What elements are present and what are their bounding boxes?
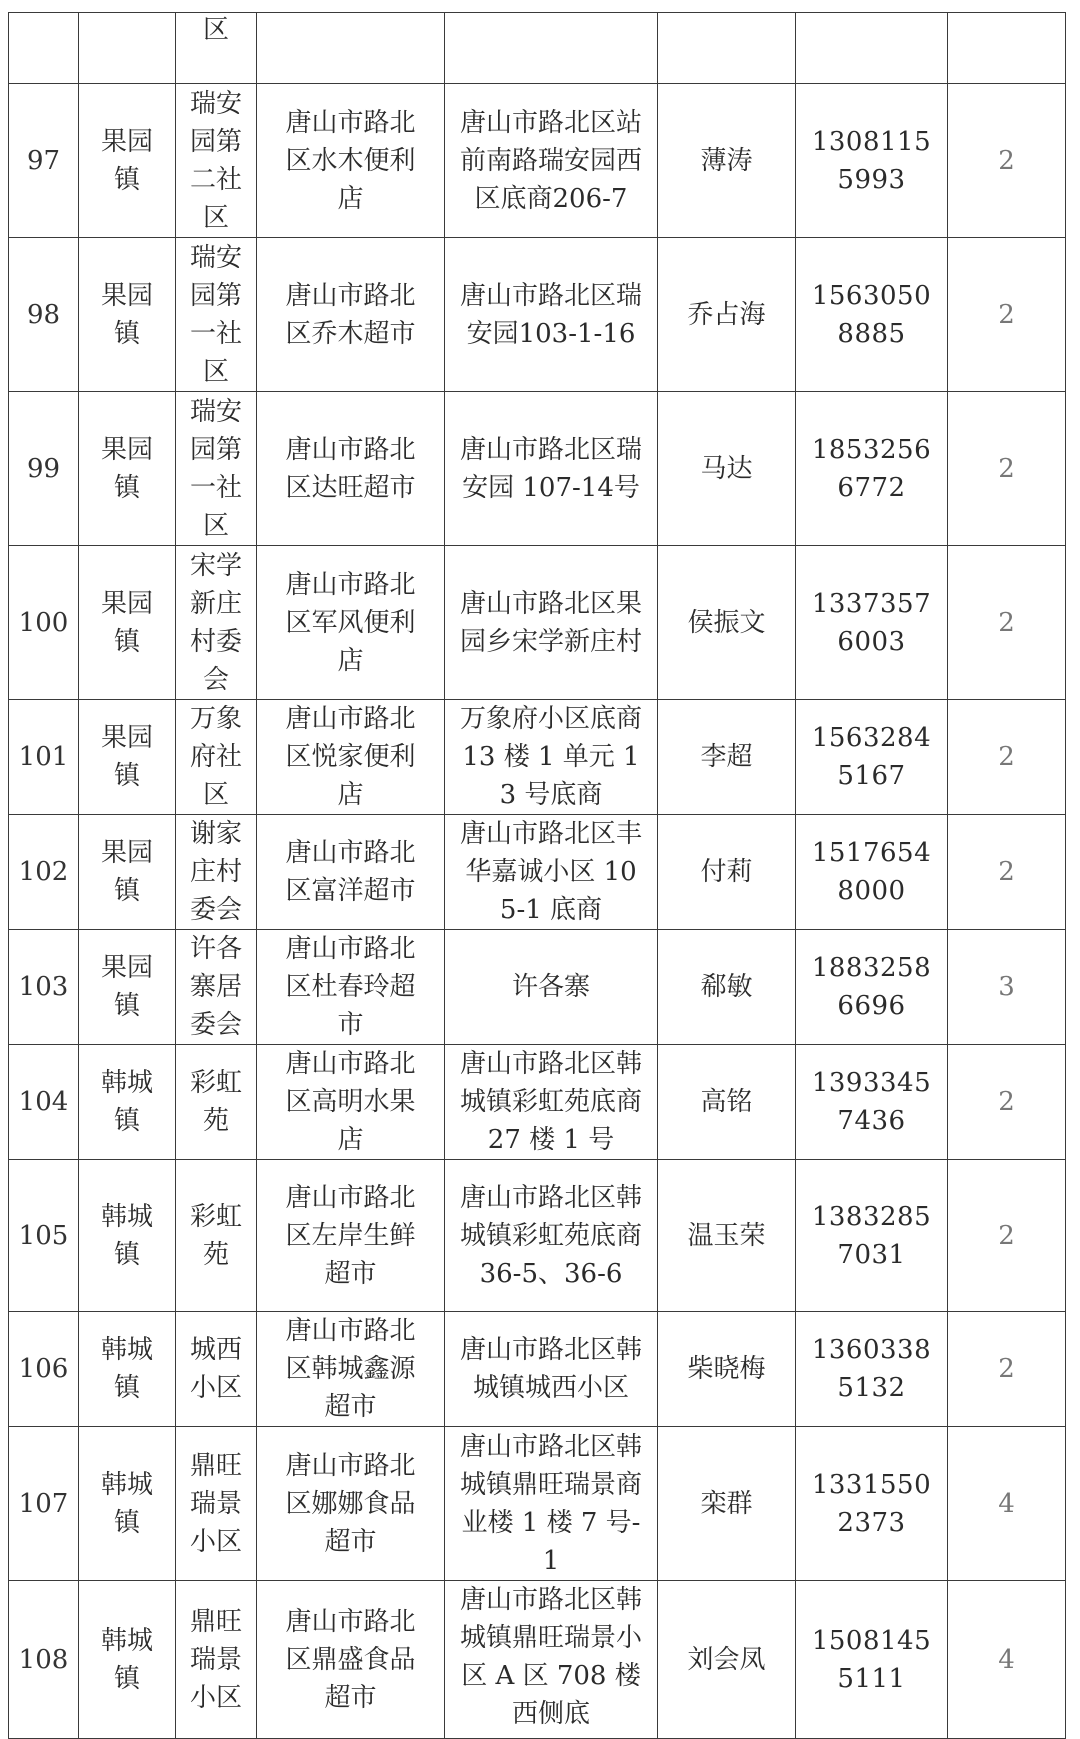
phone-text: 18532566772 bbox=[811, 434, 932, 503]
town-cell bbox=[79, 546, 176, 700]
town-cell bbox=[79, 1581, 176, 1739]
community-cell bbox=[176, 815, 257, 930]
phone-cell bbox=[796, 930, 948, 1045]
contact-cell bbox=[658, 546, 796, 700]
address-cell bbox=[445, 815, 658, 930]
address-cell bbox=[445, 1427, 658, 1581]
no-cell bbox=[9, 1581, 79, 1739]
phone-text: 13933457436 bbox=[811, 1068, 932, 1136]
count-text: 2 bbox=[998, 742, 1015, 772]
table-row bbox=[9, 1581, 1066, 1739]
address-text: 唐山市路北区瑞安园103-1-16 bbox=[460, 280, 643, 349]
community-text: 城西小区 bbox=[189, 1335, 242, 1403]
no-text: 105 bbox=[18, 1220, 69, 1251]
table-row bbox=[9, 392, 1066, 546]
count-cell bbox=[948, 1427, 1066, 1581]
community-text: 鼎旺瑞景小区 bbox=[189, 1450, 242, 1557]
address-cell bbox=[445, 700, 658, 815]
no-text: 106 bbox=[18, 1354, 69, 1384]
address-cell bbox=[445, 84, 658, 238]
town-text: 韩城镇 bbox=[100, 1201, 153, 1270]
community-cell bbox=[176, 392, 257, 546]
town-text: 果园镇 bbox=[100, 434, 153, 503]
count-text: 2 bbox=[998, 145, 1015, 176]
table-row bbox=[9, 700, 1066, 815]
address-cell bbox=[445, 930, 658, 1045]
count-text: 2 bbox=[998, 1354, 1015, 1384]
no-cell bbox=[9, 238, 79, 392]
no-cell bbox=[9, 84, 79, 238]
address-text: 万象府小区底商 13 楼 1 单元 13 号底商 bbox=[460, 704, 643, 810]
table-row bbox=[9, 1427, 1066, 1581]
count-cell bbox=[948, 1160, 1066, 1312]
no-cell bbox=[9, 546, 79, 700]
count-cell bbox=[948, 700, 1066, 815]
no-text: 108 bbox=[18, 1644, 69, 1675]
store-text: 唐山市路北区高明水果店 bbox=[285, 1049, 416, 1155]
phone-cell bbox=[796, 1312, 948, 1427]
town-cell bbox=[79, 392, 176, 546]
town-cell bbox=[79, 1312, 176, 1427]
store-table bbox=[8, 12, 1066, 1739]
town-cell bbox=[79, 815, 176, 930]
phone-cell bbox=[796, 815, 948, 930]
address-text: 唐山市路北区果园乡宋学新庄村 bbox=[460, 588, 643, 657]
address-text: 唐山市路北区丰华嘉诚小区 105-1 底商 bbox=[460, 819, 643, 925]
store-text: 唐山市路北区韩城鑫源超市 bbox=[285, 1316, 416, 1422]
store-text: 唐山市路北区左岸生鲜超市 bbox=[285, 1182, 416, 1289]
phone-text: 13373576003 bbox=[811, 588, 932, 657]
no-cell bbox=[9, 700, 79, 815]
contact-text: 高铭 bbox=[700, 1087, 753, 1117]
store-cell bbox=[257, 13, 445, 84]
contact-text: 李超 bbox=[700, 742, 753, 772]
town-cell bbox=[79, 700, 176, 815]
store-cell bbox=[257, 84, 445, 238]
phone-text: 13081155993 bbox=[811, 126, 932, 195]
phone-text: 15630508885 bbox=[811, 280, 932, 349]
community-cell bbox=[176, 546, 257, 700]
phone-cell bbox=[796, 700, 948, 815]
community-cell bbox=[176, 238, 257, 392]
table-row bbox=[9, 815, 1066, 930]
community-text: 瑞安园第二社区 bbox=[189, 88, 242, 233]
community-cell bbox=[176, 84, 257, 238]
community-cell bbox=[176, 1427, 257, 1581]
town-text: 果园镇 bbox=[100, 588, 153, 657]
community-cell bbox=[176, 1160, 257, 1312]
town-cell bbox=[79, 13, 176, 84]
table-row bbox=[9, 1312, 1066, 1427]
community-cell bbox=[176, 700, 257, 815]
phone-text: 18832586696 bbox=[811, 953, 932, 1021]
community-text: 鼎旺瑞景小区 bbox=[189, 1606, 242, 1713]
contact-cell bbox=[658, 815, 796, 930]
store-text: 唐山市路北区水木便利店 bbox=[285, 107, 416, 214]
contact-cell bbox=[658, 1312, 796, 1427]
address-cell bbox=[445, 546, 658, 700]
address-text: 唐山市路北区韩城镇鼎旺瑞景小区 A 区 708 楼西侧底 bbox=[460, 1585, 643, 1729]
address-text: 唐山市路北区韩城镇彩虹苑底商 36-5、36-6 bbox=[460, 1182, 643, 1289]
phone-text: 15632845167 bbox=[811, 723, 932, 791]
town-cell bbox=[79, 238, 176, 392]
contact-cell bbox=[658, 1581, 796, 1739]
count-text: 2 bbox=[998, 1087, 1015, 1117]
table-row bbox=[9, 930, 1066, 1045]
no-text: 102 bbox=[18, 857, 69, 887]
community-text: 许各寨居委会 bbox=[189, 934, 242, 1040]
community-text: 区 bbox=[202, 15, 229, 45]
address-text: 唐山市路北区韩城镇彩虹苑底商 27 楼 1 号 bbox=[460, 1049, 643, 1155]
contact-cell bbox=[658, 13, 796, 84]
store-cell bbox=[257, 815, 445, 930]
table-row bbox=[9, 1160, 1066, 1312]
address-text: 唐山市路北区韩城镇城西小区 bbox=[460, 1335, 643, 1403]
town-text: 韩城镇 bbox=[100, 1625, 153, 1694]
store-text: 唐山市路北区达旺超市 bbox=[285, 434, 416, 503]
store-cell bbox=[257, 700, 445, 815]
no-cell bbox=[9, 1160, 79, 1312]
phone-cell bbox=[796, 1160, 948, 1312]
town-cell bbox=[79, 1427, 176, 1581]
contact-text: 刘会凤 bbox=[687, 1644, 766, 1675]
contact-cell bbox=[658, 930, 796, 1045]
phone-text: 13603385132 bbox=[811, 1335, 932, 1403]
address-text: 唐山市路北区韩城镇鼎旺瑞景商业楼 1 楼 7 号-1 bbox=[460, 1431, 643, 1576]
no-cell bbox=[9, 1427, 79, 1581]
contact-cell bbox=[658, 1160, 796, 1312]
store-cell bbox=[257, 1160, 445, 1312]
count-text: 2 bbox=[998, 299, 1015, 330]
table-row bbox=[9, 238, 1066, 392]
community-cell bbox=[176, 930, 257, 1045]
contact-cell bbox=[658, 84, 796, 238]
store-cell bbox=[257, 1045, 445, 1160]
town-text: 果园镇 bbox=[100, 838, 153, 906]
phone-text: 15176548000 bbox=[811, 838, 932, 906]
contact-text: 栾群 bbox=[700, 1488, 753, 1519]
community-text: 万象府社区 bbox=[189, 704, 242, 810]
count-text: 2 bbox=[998, 857, 1015, 887]
address-cell bbox=[445, 13, 658, 84]
no-text: 107 bbox=[18, 1488, 69, 1519]
contact-text: 侯振文 bbox=[687, 607, 766, 638]
town-text: 果园镇 bbox=[100, 280, 153, 349]
community-cell bbox=[176, 1581, 257, 1739]
count-cell bbox=[948, 815, 1066, 930]
town-cell bbox=[79, 1160, 176, 1312]
no-text: 101 bbox=[18, 742, 69, 772]
community-text: 谢家庄村委会 bbox=[189, 819, 242, 925]
count-cell bbox=[948, 13, 1066, 84]
contact-text: 薄涛 bbox=[700, 145, 753, 176]
contact-text: 柴晓梅 bbox=[687, 1354, 766, 1384]
store-cell bbox=[257, 238, 445, 392]
contact-cell bbox=[658, 392, 796, 546]
store-cell bbox=[257, 1581, 445, 1739]
table-row-fragment bbox=[9, 13, 1066, 84]
no-cell bbox=[9, 1312, 79, 1427]
phone-cell bbox=[796, 238, 948, 392]
no-cell bbox=[9, 815, 79, 930]
store-text: 唐山市路北区杜春玲超市 bbox=[285, 934, 416, 1040]
address-cell bbox=[445, 1160, 658, 1312]
phone-cell bbox=[796, 392, 948, 546]
address-cell bbox=[445, 1045, 658, 1160]
contact-cell bbox=[658, 238, 796, 392]
store-text: 唐山市路北区悦家便利店 bbox=[285, 704, 416, 810]
phone-cell bbox=[796, 1581, 948, 1739]
phone-text: 13315502373 bbox=[811, 1469, 932, 1538]
town-text: 果园镇 bbox=[100, 126, 153, 195]
table-row bbox=[9, 1045, 1066, 1160]
phone-text: 13832857031 bbox=[811, 1201, 932, 1270]
town-cell bbox=[79, 84, 176, 238]
no-text: 103 bbox=[18, 972, 69, 1002]
store-text: 唐山市路北区鼎盛食品超市 bbox=[285, 1606, 416, 1713]
no-cell bbox=[9, 1045, 79, 1160]
town-text: 果园镇 bbox=[100, 723, 153, 791]
contact-text: 马达 bbox=[700, 453, 753, 484]
store-text: 唐山市路北区乔木超市 bbox=[285, 280, 416, 349]
community-cell bbox=[176, 13, 257, 84]
phone-cell bbox=[796, 13, 948, 84]
town-text: 韩城镇 bbox=[100, 1469, 153, 1538]
table-row bbox=[9, 546, 1066, 700]
community-cell bbox=[176, 1312, 257, 1427]
address-cell bbox=[445, 392, 658, 546]
phone-cell bbox=[796, 1045, 948, 1160]
contact-text: 付莉 bbox=[700, 857, 753, 887]
community-text: 瑞安园第一社区 bbox=[189, 396, 242, 541]
address-text: 许各寨 bbox=[511, 972, 590, 1002]
contact-cell bbox=[658, 1427, 796, 1581]
contact-cell bbox=[658, 1045, 796, 1160]
town-cell bbox=[79, 1045, 176, 1160]
contact-cell bbox=[658, 700, 796, 815]
address-cell bbox=[445, 1581, 658, 1739]
store-cell bbox=[257, 392, 445, 546]
store-text: 唐山市路北区军风便利店 bbox=[285, 569, 416, 676]
address-cell bbox=[445, 238, 658, 392]
count-cell bbox=[948, 84, 1066, 238]
no-text: 104 bbox=[18, 1087, 69, 1117]
count-cell bbox=[948, 930, 1066, 1045]
address-cell bbox=[445, 1312, 658, 1427]
count-cell bbox=[948, 392, 1066, 546]
count-text: 2 bbox=[998, 1220, 1015, 1251]
count-cell bbox=[948, 1045, 1066, 1160]
town-cell bbox=[79, 930, 176, 1045]
no-text: 99 bbox=[26, 453, 61, 484]
community-text: 瑞安园第一社区 bbox=[189, 242, 242, 387]
store-text: 唐山市路北区娜娜食品超市 bbox=[285, 1450, 416, 1557]
count-cell bbox=[948, 238, 1066, 392]
phone-cell bbox=[796, 1427, 948, 1581]
contact-text: 温玉荣 bbox=[687, 1220, 766, 1251]
store-cell bbox=[257, 930, 445, 1045]
count-text: 2 bbox=[998, 607, 1015, 638]
count-text: 4 bbox=[998, 1644, 1015, 1675]
table-row bbox=[9, 84, 1066, 238]
no-cell bbox=[9, 392, 79, 546]
phone-cell bbox=[796, 84, 948, 238]
community-cell bbox=[176, 1045, 257, 1160]
count-text: 3 bbox=[998, 972, 1015, 1002]
store-cell bbox=[257, 1312, 445, 1427]
no-cell bbox=[9, 930, 79, 1045]
town-text: 果园镇 bbox=[100, 953, 153, 1021]
store-cell bbox=[257, 546, 445, 700]
community-text: 彩虹苑 bbox=[189, 1068, 242, 1136]
count-text: 4 bbox=[998, 1488, 1015, 1519]
town-text: 韩城镇 bbox=[100, 1068, 153, 1136]
contact-text: 郗敏 bbox=[700, 972, 753, 1002]
no-text: 97 bbox=[26, 145, 61, 176]
count-cell bbox=[948, 546, 1066, 700]
phone-cell bbox=[796, 546, 948, 700]
no-text: 100 bbox=[18, 607, 69, 638]
town-text: 韩城镇 bbox=[100, 1335, 153, 1403]
store-text: 唐山市路北区富洋超市 bbox=[285, 838, 416, 906]
phone-text: 15081455111 bbox=[811, 1625, 932, 1694]
address-text: 唐山市路北区站前南路瑞安园西区底商206-7 bbox=[460, 107, 643, 214]
no-text: 98 bbox=[26, 299, 61, 330]
community-text: 彩虹苑 bbox=[189, 1201, 242, 1270]
count-text: 2 bbox=[998, 453, 1015, 484]
count-cell bbox=[948, 1312, 1066, 1427]
address-text: 唐山市路北区瑞安园 107-14号 bbox=[460, 434, 643, 503]
no-cell bbox=[9, 13, 79, 84]
store-cell bbox=[257, 1427, 445, 1581]
count-cell bbox=[948, 1581, 1066, 1739]
community-text: 宋学新庄村委会 bbox=[189, 550, 242, 695]
contact-text: 乔占海 bbox=[687, 299, 766, 330]
